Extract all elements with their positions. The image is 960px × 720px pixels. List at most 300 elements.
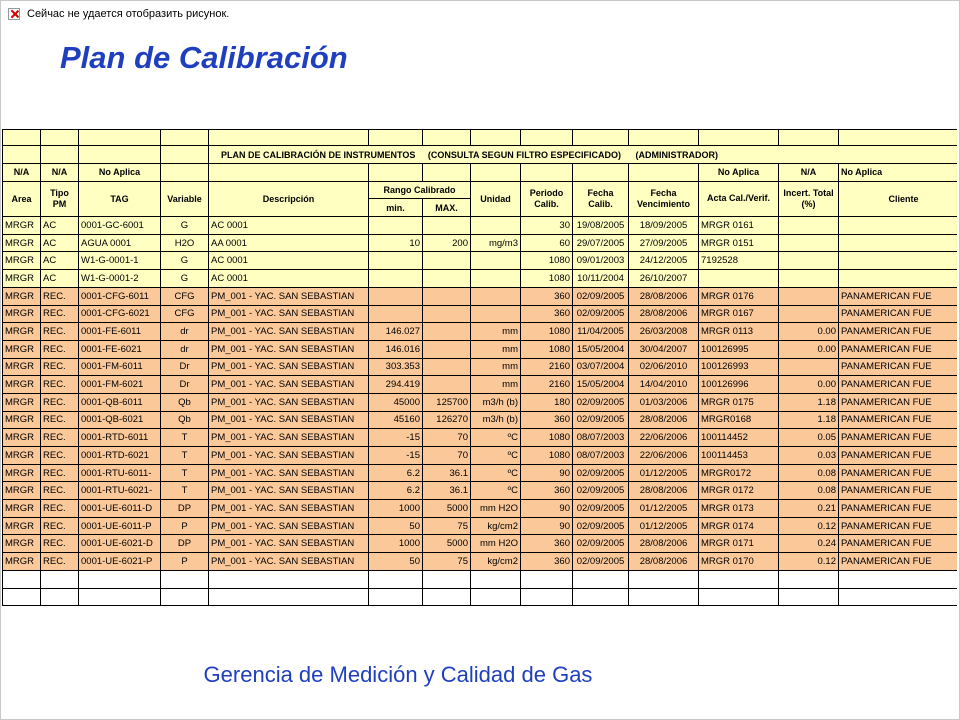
cliente-cell [839,234,958,252]
periodo-cell: 2160 [521,358,573,376]
col-max: MAX. [423,199,471,217]
empty-cell [79,588,161,606]
acta-cell: MRGR 0113 [699,323,779,341]
incert-cell [779,234,839,252]
calibration-table [2,129,957,606]
min-cell: 6.2 [369,482,423,500]
incert-cell [779,287,839,305]
empty-cell [573,588,629,606]
variable-cell: G [161,252,209,270]
table-row[interactable] [3,358,958,376]
descripcion-cell: PM_001 - YAC. SAN SEBASTIAN [209,447,369,465]
col-tag: TAG [79,181,161,216]
periodo-cell: 90 [521,464,573,482]
acta-cell: 100126995 [699,340,779,358]
acta-cell: MRGR 0151 [699,234,779,252]
tag-cell: W1-G-0001-1 [79,252,161,270]
table-row[interactable] [3,340,958,358]
min-cell [369,305,423,323]
tag-cell: W1-G-0001-2 [79,270,161,288]
incert-cell: 0.00 [779,376,839,394]
fecha-calib-cell: 15/05/2004 [573,376,629,394]
tag-cell: 0001-FE-6021 [79,340,161,358]
tag-cell: 0001-UE-6011-D [79,500,161,518]
max-cell: 70 [423,447,471,465]
table-row[interactable] [3,287,958,305]
cliente-cell: PANAMERICAN FUE [839,500,958,518]
cliente-cell: PANAMERICAN FUE [839,323,958,341]
table-row[interactable] [3,217,958,235]
fecha-calib-cell: 02/09/2005 [573,482,629,500]
incert-cell: 0.08 [779,464,839,482]
acta-cell: MRGR 0176 [699,287,779,305]
tipo-cell: AC [41,234,79,252]
cliente-cell [839,270,958,288]
fecha-venc-cell: 18/09/2005 [629,217,699,235]
min-cell: 6.2 [369,464,423,482]
fecha-calib-cell: 08/07/2003 [573,447,629,465]
empty-cell [3,570,41,588]
periodo-cell: 90 [521,517,573,535]
tag-cell: 0001-UE-6021-P [79,553,161,571]
variable-cell: H2O [161,234,209,252]
descripcion-cell: AA 0001 [209,234,369,252]
max-cell: 36.1 [423,482,471,500]
cliente-cell: PANAMERICAN FUE [839,553,958,571]
table-row[interactable] [3,270,958,288]
incert-cell: 1.18 [779,411,839,429]
empty-cell [471,570,521,588]
tipo-cell: REC. [41,464,79,482]
descripcion-cell: PM_001 - YAC. SAN SEBASTIAN [209,464,369,482]
fecha-venc-cell: 28/08/2006 [629,553,699,571]
fecha-venc-cell: 22/06/2006 [629,429,699,447]
area-cell: MRGR [3,305,41,323]
periodo-cell: 180 [521,393,573,411]
col-area: Area [3,181,41,216]
area-cell: MRGR [3,340,41,358]
tag-cell: 0001-CFG-6021 [79,305,161,323]
table-row[interactable] [3,323,958,341]
table-blank-header-row [3,130,958,146]
acta-cell: MRGR 0173 [699,500,779,518]
tipo-cell: AC [41,217,79,235]
unidad-cell: ºC [471,482,521,500]
empty-cell [839,588,958,606]
descripcion-cell: PM_001 - YAC. SAN SEBASTIAN [209,429,369,447]
fecha-calib-cell: 02/09/2005 [573,287,629,305]
acta-cell: MRGR 0161 [699,217,779,235]
periodo-cell: 1080 [521,429,573,447]
max-cell: 75 [423,553,471,571]
descripcion-cell: PM_001 - YAC. SAN SEBASTIAN [209,517,369,535]
periodo-cell: 1080 [521,340,573,358]
periodo-cell: 360 [521,305,573,323]
table-row[interactable] [3,252,958,270]
fecha-venc-cell: 30/04/2007 [629,340,699,358]
tag-cell: 0001-FM-6021 [79,376,161,394]
tipo-cell: AC [41,252,79,270]
periodo-cell: 360 [521,287,573,305]
variable-cell: Qb [161,393,209,411]
empty-cell [423,588,471,606]
unidad-cell: ºC [471,464,521,482]
filter-row [3,164,958,182]
incert-cell [779,270,839,288]
empty-cell [209,588,369,606]
empty-cell [699,570,779,588]
col-descripcion: Descripción [209,181,369,216]
unidad-cell [471,287,521,305]
periodo-cell: 1080 [521,270,573,288]
col-periodo: Periodo Calib. [521,181,573,216]
max-cell [423,217,471,235]
area-cell: MRGR [3,323,41,341]
col-tipo-pm: Tipo PM [41,181,79,216]
table-row[interactable] [3,500,958,518]
cliente-cell: PANAMERICAN FUE [839,358,958,376]
area-cell: MRGR [3,393,41,411]
descripcion-cell: AC 0001 [209,270,369,288]
variable-cell: P [161,553,209,571]
table-row[interactable] [3,553,958,571]
max-cell [423,323,471,341]
area-cell: MRGR [3,270,41,288]
tag-cell: 0001-QB-6021 [79,411,161,429]
area-cell: MRGR [3,358,41,376]
empty-cell [573,570,629,588]
tipo-cell: REC. [41,535,79,553]
unidad-cell [471,252,521,270]
table-title-role: (ADMINISTRADOR) [635,149,719,160]
table-row[interactable] [3,464,958,482]
area-cell: MRGR [3,411,41,429]
col-variable: Variable [161,181,209,216]
unidad-cell: mg/m3 [471,234,521,252]
fecha-venc-cell: 28/08/2006 [629,287,699,305]
tipo-cell: REC. [41,287,79,305]
filter-incert: N/A [779,164,839,182]
unidad-cell: m3/h (b) [471,411,521,429]
unidad-cell: mm [471,323,521,341]
tag-cell: 0001-FE-6011 [79,323,161,341]
col-incert: Incert. Total (%) [779,181,839,216]
col-unidad: Unidad [471,181,521,216]
filter-cliente: No Aplica [839,164,958,182]
periodo-cell: 30 [521,217,573,235]
col-fecha-venc: Fecha Vencimiento [629,181,699,216]
cliente-cell [839,252,958,270]
empty-row [3,570,958,588]
cliente-cell [839,217,958,235]
periodo-cell: 360 [521,553,573,571]
incert-cell: 0.00 [779,340,839,358]
col-rango: Rango Calibrado [369,181,471,199]
min-cell: 50 [369,553,423,571]
fecha-venc-cell: 22/06/2006 [629,447,699,465]
tipo-cell: REC. [41,500,79,518]
fecha-venc-cell: 26/03/2008 [629,323,699,341]
fecha-venc-cell: 14/04/2010 [629,376,699,394]
empty-cell [699,588,779,606]
area-cell: MRGR [3,429,41,447]
descripcion-cell: PM_001 - YAC. SAN SEBASTIAN [209,535,369,553]
area-cell: MRGR [3,287,41,305]
tipo-cell: AC [41,270,79,288]
incert-cell [779,252,839,270]
max-cell [423,358,471,376]
tipo-cell: REC. [41,305,79,323]
cliente-cell: PANAMERICAN FUE [839,482,958,500]
table-title-filter: (CONSULTA SEGUN FILTRO ESPECIFICADO) [427,149,622,160]
empty-cell [79,570,161,588]
min-cell: 146.027 [369,323,423,341]
area-cell: MRGR [3,553,41,571]
area-cell: MRGR [3,447,41,465]
tag-cell: 0001-UE-6021-D [79,535,161,553]
area-cell: MRGR [3,252,41,270]
periodo-cell: 1080 [521,252,573,270]
area-cell: MRGR [3,482,41,500]
min-cell: -15 [369,447,423,465]
incert-cell: 0.08 [779,482,839,500]
table-row[interactable] [3,393,958,411]
cliente-cell: PANAMERICAN FUE [839,287,958,305]
fecha-venc-cell: 02/06/2010 [629,358,699,376]
incert-cell [779,217,839,235]
tag-cell: AGUA 0001 [79,234,161,252]
acta-cell: MRGR 0172 [699,482,779,500]
tipo-cell: REC. [41,553,79,571]
tipo-cell: REC. [41,376,79,394]
max-cell: 75 [423,517,471,535]
cliente-cell: PANAMERICAN FUE [839,376,958,394]
tipo-cell: REC. [41,447,79,465]
fecha-venc-cell: 28/08/2006 [629,411,699,429]
fecha-calib-cell: 02/09/2005 [573,411,629,429]
descripcion-cell: PM_001 - YAC. SAN SEBASTIAN [209,358,369,376]
fecha-calib-cell: 02/09/2005 [573,305,629,323]
incert-cell: 0.03 [779,447,839,465]
filter-tag: No Aplica [79,164,161,182]
empty-cell [41,588,79,606]
table-row[interactable] [3,535,958,553]
tipo-cell: REC. [41,482,79,500]
unidad-cell [471,217,521,235]
filter-tipo: N/A [41,164,79,182]
area-cell: MRGR [3,376,41,394]
incert-cell: 0.00 [779,323,839,341]
max-cell: 70 [423,429,471,447]
descripcion-cell: PM_001 - YAC. SAN SEBASTIAN [209,500,369,518]
broken-image-placeholder [8,6,229,22]
fecha-venc-cell: 28/08/2006 [629,482,699,500]
empty-cell [839,570,958,588]
cliente-cell: PANAMERICAN FUE [839,305,958,323]
table-row[interactable] [3,517,958,535]
min-cell: 45000 [369,393,423,411]
tag-cell: 0001-UE-6011-P [79,517,161,535]
empty-cell [161,588,209,606]
max-cell: 125700 [423,393,471,411]
fecha-calib-cell: 10/11/2004 [573,270,629,288]
empty-cell [41,570,79,588]
periodo-cell: 1080 [521,323,573,341]
min-cell: -15 [369,429,423,447]
fecha-calib-cell: 02/09/2005 [573,535,629,553]
cliente-cell: PANAMERICAN FUE [839,429,958,447]
max-cell: 126270 [423,411,471,429]
cliente-cell: PANAMERICAN FUE [839,517,958,535]
fecha-calib-cell: 09/01/2003 [573,252,629,270]
cliente-cell: PANAMERICAN FUE [839,411,958,429]
unidad-cell: mm [471,376,521,394]
table-row[interactable] [3,447,958,465]
min-cell [369,217,423,235]
column-header-row-1 [3,181,958,199]
fecha-calib-cell: 02/09/2005 [573,553,629,571]
broken-image-icon [8,8,20,20]
min-cell: 10 [369,234,423,252]
min-cell: 50 [369,517,423,535]
unidad-cell: mm H2O [471,500,521,518]
descripcion-cell: PM_001 - YAC. SAN SEBASTIAN [209,287,369,305]
empty-cell [209,570,369,588]
incert-cell: 0.21 [779,500,839,518]
table-title-row [3,146,958,164]
descripcion-cell: PM_001 - YAC. SAN SEBASTIAN [209,553,369,571]
filter-fecha-venc: No Aplica [699,164,779,182]
unidad-cell [471,305,521,323]
fecha-venc-cell: 01/12/2005 [629,464,699,482]
acta-cell: MRGR 0170 [699,553,779,571]
empty-cell [369,570,423,588]
variable-cell: Dr [161,376,209,394]
fecha-venc-cell: 28/08/2006 [629,305,699,323]
page-title: Plan de Calibración [60,40,348,75]
empty-cell [629,570,699,588]
fecha-calib-cell: 08/07/2003 [573,429,629,447]
table-row[interactable] [3,411,958,429]
incert-cell [779,358,839,376]
min-cell [369,287,423,305]
empty-cell [369,588,423,606]
acta-cell: 100126993 [699,358,779,376]
max-cell [423,305,471,323]
tag-cell: 0001-RTU-6021- [79,482,161,500]
empty-cell [779,570,839,588]
acta-cell: MRGR 0171 [699,535,779,553]
col-min: min. [369,199,423,217]
empty-cell [471,588,521,606]
empty-cell [521,588,573,606]
max-cell [423,270,471,288]
periodo-cell: 90 [521,500,573,518]
empty-cell [3,588,41,606]
unidad-cell: m3/h (b) [471,393,521,411]
incert-cell: 0.05 [779,429,839,447]
acta-cell: MRGR 0167 [699,305,779,323]
acta-cell: MRGR0172 [699,464,779,482]
acta-cell: 100114452 [699,429,779,447]
fecha-calib-cell: 19/08/2005 [573,217,629,235]
descripcion-cell: AC 0001 [209,252,369,270]
unidad-cell: kg/cm2 [471,553,521,571]
min-cell: 294.419 [369,376,423,394]
max-cell: 36.1 [423,464,471,482]
unidad-cell: mm [471,358,521,376]
table-row[interactable] [3,376,958,394]
descripcion-cell: PM_001 - YAC. SAN SEBASTIAN [209,376,369,394]
variable-cell: P [161,517,209,535]
fecha-calib-cell: 02/09/2005 [573,393,629,411]
table-row[interactable] [3,234,958,252]
periodo-cell: 360 [521,482,573,500]
table-row[interactable] [3,305,958,323]
descripcion-cell: PM_001 - YAC. SAN SEBASTIAN [209,482,369,500]
fecha-calib-cell: 15/05/2004 [573,340,629,358]
tipo-cell: REC. [41,323,79,341]
variable-cell: DP [161,500,209,518]
incert-cell: 0.12 [779,553,839,571]
tag-cell: 0001-CFG-6011 [79,287,161,305]
descripcion-cell: PM_001 - YAC. SAN SEBASTIAN [209,305,369,323]
fecha-venc-cell: 01/12/2005 [629,500,699,518]
fecha-calib-cell: 03/07/2004 [573,358,629,376]
max-cell: 200 [423,234,471,252]
variable-cell: Qb [161,411,209,429]
incert-cell: 0.12 [779,517,839,535]
variable-cell: dr [161,340,209,358]
max-cell: 5000 [423,500,471,518]
variable-cell: CFG [161,287,209,305]
periodo-cell: 60 [521,234,573,252]
variable-cell: T [161,429,209,447]
table-row[interactable] [3,482,958,500]
periodo-cell: 1080 [521,447,573,465]
variable-cell: T [161,482,209,500]
fecha-calib-cell: 02/09/2005 [573,517,629,535]
table-row[interactable] [3,429,958,447]
acta-cell: MRGR 0174 [699,517,779,535]
variable-cell: Dr [161,358,209,376]
min-cell [369,252,423,270]
filter-area: N/A [3,164,41,182]
max-cell [423,376,471,394]
tag-cell: 0001-GC-6001 [79,217,161,235]
col-fecha-calib: Fecha Calib. [573,181,629,216]
unidad-cell: ºC [471,447,521,465]
acta-cell [699,270,779,288]
acta-cell: 100126996 [699,376,779,394]
empty-cell [629,588,699,606]
min-cell: 146.016 [369,340,423,358]
tipo-cell: REC. [41,393,79,411]
table-title [209,146,958,164]
tipo-cell: REC. [41,517,79,535]
broken-image-message: Сейчас не удается отобразить рисунок. [27,8,230,20]
fecha-venc-cell: 01/12/2005 [629,517,699,535]
tipo-cell: REC. [41,411,79,429]
tag-cell: 0001-FM-6011 [79,358,161,376]
fecha-venc-cell: 24/12/2005 [629,252,699,270]
fecha-calib-cell: 02/09/2005 [573,500,629,518]
cliente-cell: PANAMERICAN FUE [839,447,958,465]
fecha-venc-cell: 26/10/2007 [629,270,699,288]
tipo-cell: REC. [41,429,79,447]
table-title-main: PLAN DE CALIBRACIÓN DE INSTRUMENTOS [221,149,416,160]
area-cell: MRGR [3,464,41,482]
